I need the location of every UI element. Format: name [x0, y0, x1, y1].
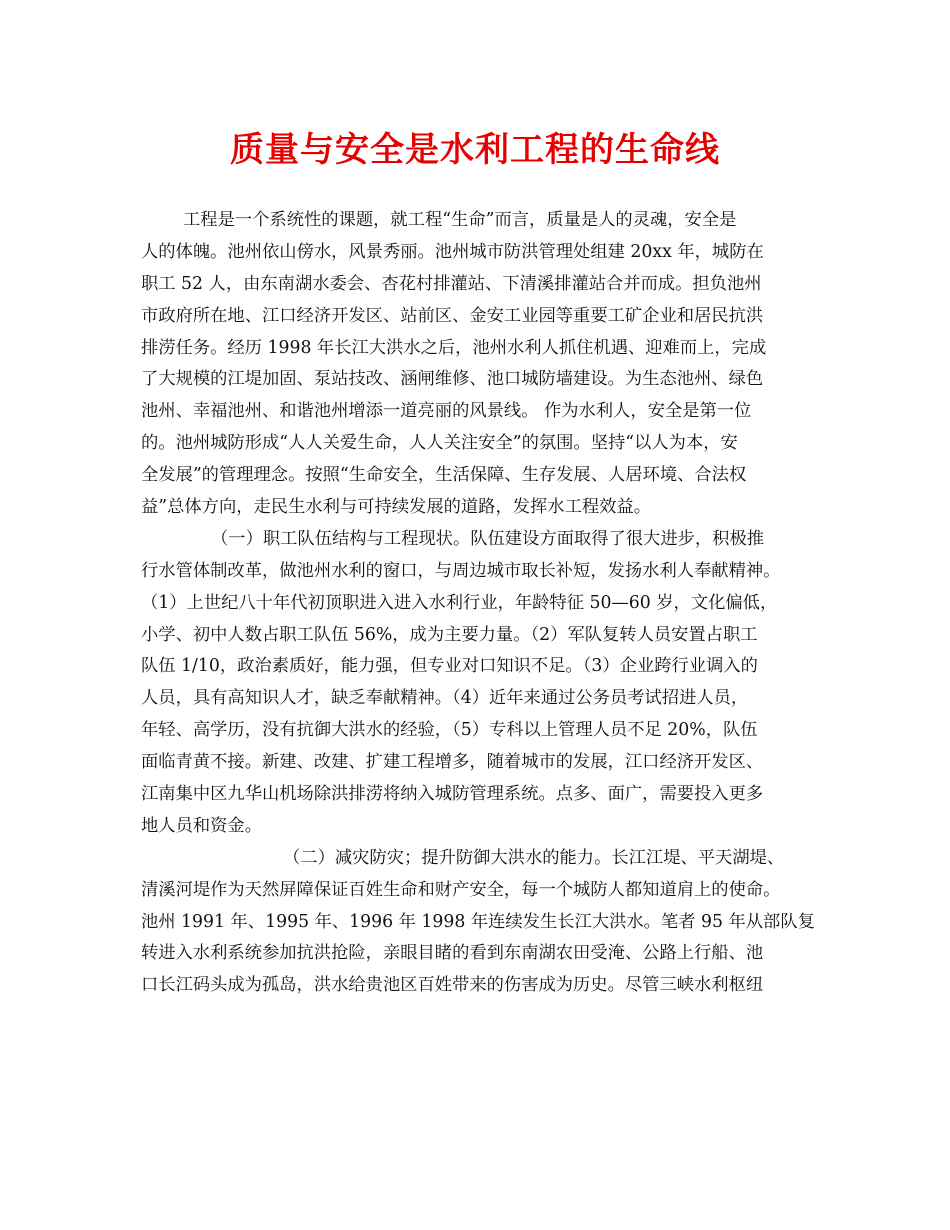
- paragraph-line: 口长江码头成为孤岛，洪水给贵池区百姓带来的伤害成为历史。尽管三峡水利枢纽: [141, 975, 764, 996]
- paragraph-line: （1）上世纪八十年代初顶职进入进入水利行业，年龄特征 50—60 岁，文化偏低，: [141, 592, 778, 613]
- paragraph-line: 市政府所在地、江口经济开发区、站前区、金安工业园等重要工矿企业和居民抗洪: [141, 305, 764, 326]
- paragraph-line: 年轻、高学历，没有抗御大洪水的经验，（5）专科以上管理人员不足 20%，队伍: [141, 720, 758, 741]
- paragraph-line: 行水管体制改革，做池州水利的窗口，与周边城市取长补短，发扬水利人奉献精神。: [141, 560, 781, 581]
- paragraph-line: 池州、幸福池州、和谐池州增添一道亮丽的风景线。 作为水利人，安全是第一位: [141, 401, 752, 422]
- paragraph-line: 人的体魄。池州依山傍水，风景秀丽。池州城市防洪管理处组建 20xx 年，城防在: [141, 241, 764, 262]
- paragraph-line: 队伍 1/10，政治素质好，能力强，但专业对口知识不足。（3）企业跨行业调入的: [141, 656, 758, 677]
- paragraph-line: 小学、初中人数占职工队伍 56%，成为主要力量。（2）军队复转人员安置占职工: [141, 624, 758, 645]
- paragraph-line: 地人员和资金。: [141, 815, 262, 836]
- paragraph-line: 工程是一个系统性的课题，就工程“生命”而言，质量是人的灵魂，安全是: [183, 210, 737, 230]
- paragraph-line: 了大规模的江堤加固、泵站技改、涵闸维修、池口城防墙建设。为生态池州、绿色: [141, 369, 764, 390]
- paragraph-line: （二）减灾防灾；提升防御大洪水的能力。长江江堤、平天湖堤、: [283, 847, 785, 868]
- paragraph-line: 的。池州城防形成“人人关爱生命，人人关注安全”的氛围。坚持“以人为本，安: [141, 433, 738, 454]
- paragraph-line: 转进入水利系统参加抗洪抢险，亲眼目睹的看到东南湖农田受淹、公路上行船、池: [141, 943, 764, 964]
- paragraph-line: 益”总体方向，走民生水利与可持续发展的道路，发挥水工程效益。: [141, 497, 651, 518]
- paragraph-line: 清溪河堤作为天然屏障保证百姓生命和财产安全，每一个城防人都知道肩上的使命。: [141, 879, 781, 900]
- paragraph-line: 江南集中区九华山机场除洪排涝将纳入城防管理系统。点多、面广，需要投入更多: [141, 784, 764, 805]
- paragraph-line: 池州 1991 年、1995 年、1996 年 1998 年连续发生长江大洪水。笔者 95 年从部队复: [141, 911, 815, 932]
- paragraph-line: 全发展”的管理理念。按照“生命安全，生活保障、生存发展、人居环境、合法权: [141, 465, 747, 486]
- paragraph-line: 排涝任务。经历 1998 年长江大洪水之后，池州水利人抓住机遇、迎难而上，完成: [141, 337, 767, 358]
- document-body: [141, 205, 821, 1002]
- paragraph-line: 面临青黄不接。新建、改建、扩建工程增多，随着城市的发展，江口经济开发区、: [141, 752, 764, 773]
- paragraph-line: 人员，具有高知识人才，缺乏奉献精神。（4）近年来通过公务员考试招进人员，: [141, 688, 749, 709]
- document-title: 质量与安全是水利工程的生命线: [230, 130, 720, 170]
- paragraph-line: 职工 52 人，由东南湖水委会、杏花村排灌站、下清溪排灌站合并而成。担负池州: [141, 273, 762, 294]
- paragraph-line: （一）职工队伍结构与工程现状。队伍建设方面取得了很大进步，积极推: [211, 528, 765, 549]
